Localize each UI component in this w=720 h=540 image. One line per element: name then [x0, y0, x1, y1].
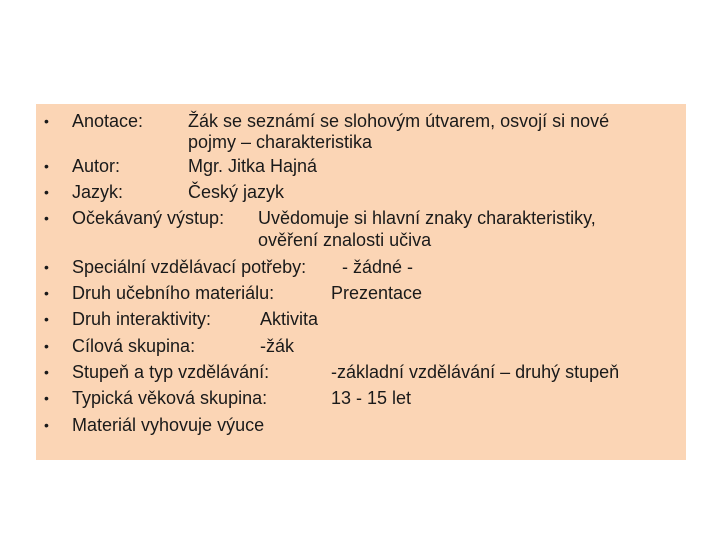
item-value-interaktivita: Aktivita [260, 309, 319, 329]
item-value-anotace: Žák se seznámí se slohovým útvarem, osvojí si nové [188, 111, 610, 131]
bullet-icon: • [44, 259, 49, 275]
item-label-skupina: Cílová skupina: [72, 336, 196, 356]
item-value-vek: 13 - 15 let [331, 388, 412, 408]
bullet-icon: • [44, 417, 49, 433]
bullet-icon: • [44, 158, 49, 174]
item-value-potreby: - žádné - [342, 257, 414, 277]
item-value-autor: Mgr. Jitka Hajná [188, 156, 318, 176]
item-value-material: Prezentace [331, 283, 423, 303]
bullet-icon: • [44, 285, 49, 301]
item-label-vystup: Očekávaný výstup: [72, 208, 225, 228]
item-label-material: Druh učebního materiálu: [72, 283, 275, 303]
item-label-vyuka: Materiál vyhovuje výuce [72, 415, 265, 435]
bullet-icon: • [44, 338, 49, 354]
item-label-vek: Typická věková skupina: [72, 388, 268, 408]
bullet-icon: • [44, 113, 49, 129]
item-label-jazyk: Jazyk: [72, 182, 124, 202]
item-value-stupen: -základní vzdělávání – druhý stupeň [331, 362, 620, 382]
item-label-interaktivita: Druh interaktivity: [72, 309, 212, 329]
item-label-autor: Autor: [72, 156, 121, 176]
bullet-icon: • [44, 364, 49, 380]
item-value-vystup-cont: ověření znalosti učiva [258, 230, 432, 250]
item-label-stupen: Stupeň a typ vzdělávání: [72, 362, 270, 382]
item-value-anotace-cont: pojmy – charakteristika [188, 132, 373, 152]
item-value-jazyk: Český jazyk [188, 182, 285, 202]
item-value-skupina: -žák [260, 336, 295, 356]
bullet-icon: • [44, 184, 49, 200]
item-label-anotace: Anotace: [72, 111, 144, 131]
bullet-icon: • [44, 390, 49, 406]
bullet-icon: • [44, 210, 49, 226]
item-label-potreby: Speciální vzdělávací potřeby: [72, 257, 307, 277]
bullet-icon: • [44, 311, 49, 327]
item-value-vystup: Uvědomuje si hlavní znaky charakteristiky, [258, 208, 596, 228]
